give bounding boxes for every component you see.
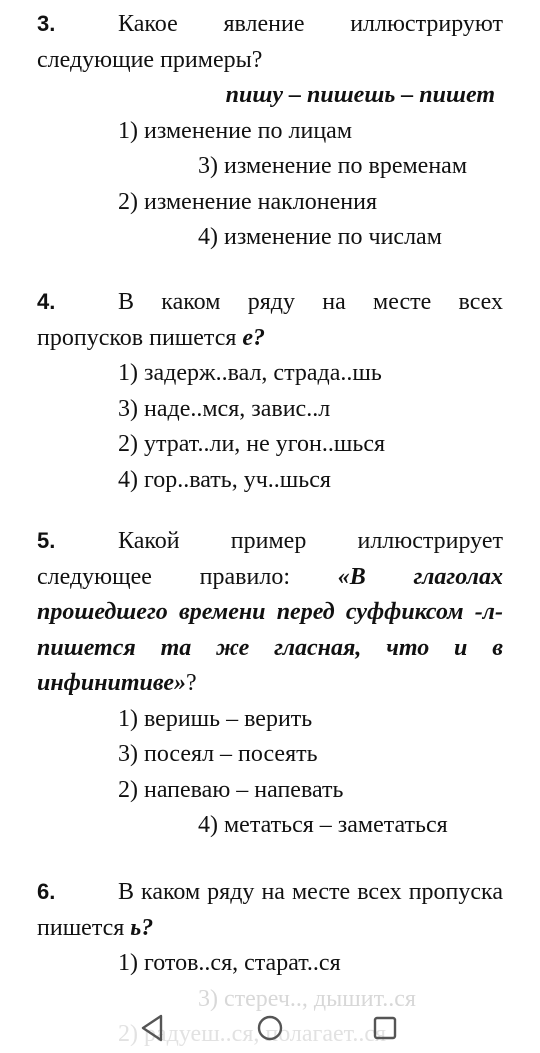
question-5-text: 5. Какой пример иллюстрирует следующее правило: «В глаголах прошедшего времени перед суффиксом -л- пишется та же гласная, что и в инфинитиве»? [37, 523, 503, 702]
option: 2) изменение наклонения [118, 188, 378, 215]
option: 2) радуеш..ся, полагает..ся [118, 1021, 387, 1047]
question-3-text: 3. Какое явление иллюстрируют следующие примеры? [37, 6, 503, 78]
option: 4) метаться – заметаться [198, 812, 448, 838]
option: 1) изменение по лицам [118, 117, 352, 144]
option: 3) стереч.., дышит..ся [198, 985, 416, 1012]
option: 2) утрат..ли, не угон..шься [118, 431, 386, 457]
option: 1) готов..ся, старат..ся [118, 950, 341, 976]
question-emphasis: ь? [130, 914, 154, 941]
question-4-text: 4. В каком ряду на месте всех пропусков пишется е? [37, 284, 503, 356]
question-6-text: 6. В каком ряду на месте всех пропуска пишется ь? [37, 874, 503, 946]
option: 3) наде..мся, завис..л [118, 395, 331, 422]
question-5 [37, 523, 503, 844]
option: 4) изменение по числам [198, 224, 442, 250]
question-number: 3. [37, 11, 56, 36]
option: 4) гор..вать, уч..шься [118, 466, 331, 493]
question-3-example: пишу – пишешь – пишет [225, 82, 495, 108]
option: 1) задерж..вал, страда..шь [118, 360, 382, 386]
question-number: 5. [37, 528, 56, 553]
rule-text: «В глаголах прошедшего времени перед суффиксом -л- пишется та же гласная, что и в инфинитиве» [37, 563, 503, 696]
option: 1) веришь – верить [118, 705, 313, 732]
back-triangle-icon[interactable] [133, 1008, 173, 1048]
question-number: 4. [37, 289, 56, 314]
question-number: 6. [37, 879, 56, 904]
home-circle-icon[interactable] [250, 1008, 290, 1048]
navigation-bar [0, 1000, 540, 1052]
question-4 [37, 284, 503, 498]
recent-square-icon[interactable] [365, 1008, 405, 1048]
question-3 [37, 6, 503, 256]
option: 2) напеваю – напевать [118, 776, 344, 803]
option: 3) посеял – посеять [118, 741, 318, 767]
option: 3) изменение по временам [198, 153, 468, 179]
question-emphasis: е? [242, 324, 266, 351]
